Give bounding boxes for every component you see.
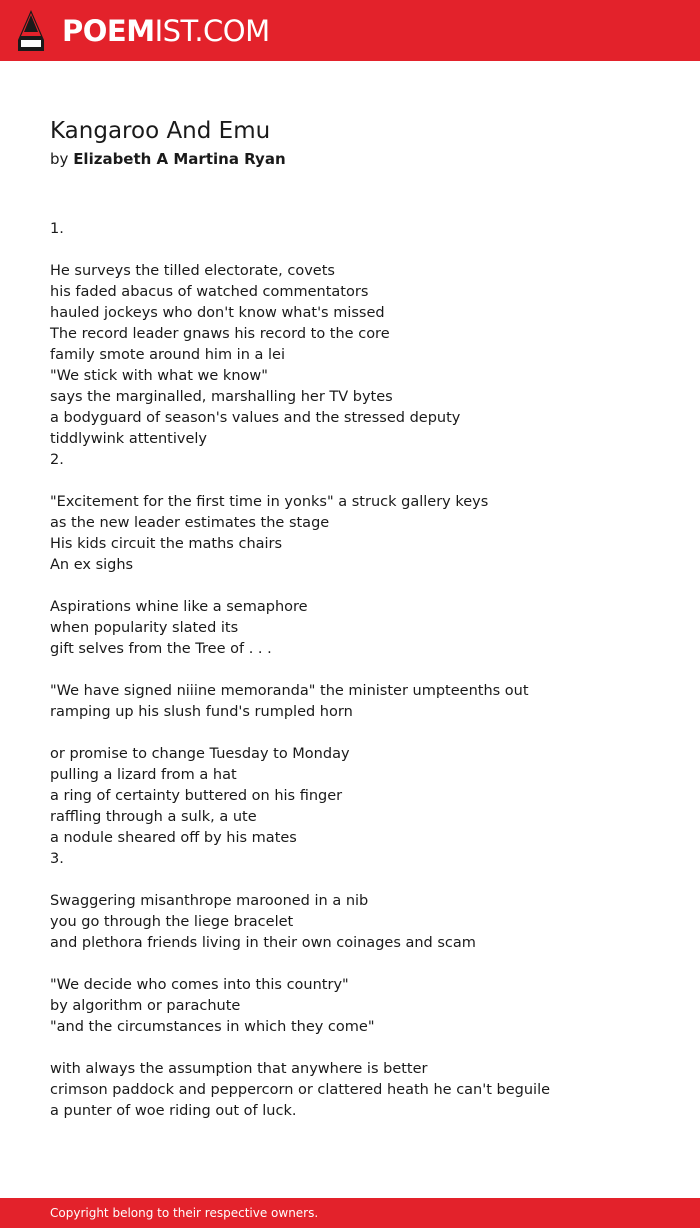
poem-line: "We stick with what we know" bbox=[50, 368, 268, 384]
poem-line bbox=[50, 240, 670, 261]
poem-line: with always the assumption that anywhere is better bbox=[50, 1061, 428, 1077]
logo-light-text: IST.COM bbox=[154, 14, 270, 48]
poem-line bbox=[50, 870, 670, 891]
poem-line: An ex sighs bbox=[50, 557, 134, 573]
poem-body bbox=[50, 219, 670, 1122]
poem-line: tiddlywink attentively bbox=[50, 431, 208, 447]
poem-line: "We decide who comes into this country" bbox=[50, 977, 349, 993]
poem-line bbox=[50, 1038, 670, 1059]
poem-line: you go through the liege bracelet bbox=[50, 914, 294, 930]
poem-title: Kangaroo And Emu bbox=[50, 118, 271, 144]
site-logo[interactable] bbox=[62, 11, 270, 51]
poem-line: "and the circumstances in which they come" bbox=[50, 1019, 375, 1035]
poem-line: "We have signed niiine memoranda" the minister umpteenths out bbox=[50, 683, 529, 699]
byline bbox=[50, 148, 286, 170]
poem-line: 3. bbox=[50, 851, 64, 867]
pencil-tip-icon[interactable] bbox=[18, 10, 44, 51]
poem-line: says the marginalled, marshalling her TV bytes bbox=[50, 389, 393, 405]
poem-line: pulling a lizard from a hat bbox=[50, 767, 237, 783]
poem-line: Aspirations whine like a semaphore bbox=[50, 599, 308, 615]
poem-line: The record leader gnaws his record to the core bbox=[50, 326, 390, 342]
logo-bold-text: POEM bbox=[62, 14, 155, 48]
poem-line: 1. bbox=[50, 221, 64, 237]
poem-line: He surveys the tilled electorate, covets bbox=[50, 263, 335, 279]
poem-line bbox=[50, 954, 670, 975]
poem-line: as the new leader estimates the stage bbox=[50, 515, 330, 531]
site-header bbox=[0, 0, 700, 61]
poem-line: crimson paddock and peppercorn or clattered heath he can't beguile bbox=[50, 1082, 551, 1098]
poem-line: a nodule sheared off by his mates bbox=[50, 830, 297, 846]
poem-line: 2. bbox=[50, 452, 64, 468]
poem-line: raffling through a sulk, a ute bbox=[50, 809, 257, 825]
poem-line: a bodyguard of season's values and the stressed deputy bbox=[50, 410, 461, 426]
poem-line: gift selves from the Tree of . . . bbox=[50, 641, 272, 657]
poem-line: a punter of woe riding out of luck. bbox=[50, 1103, 297, 1119]
poem-line: a ring of certainty buttered on his finger bbox=[50, 788, 343, 804]
poem-line: hauled jockeys who don't know what's missed bbox=[50, 305, 385, 321]
poem-line bbox=[50, 576, 670, 597]
poem-line bbox=[50, 723, 670, 744]
poem-line: by algorithm or parachute bbox=[50, 998, 241, 1014]
site-footer bbox=[0, 1198, 700, 1228]
poem-line: or promise to change Tuesday to Monday bbox=[50, 746, 350, 762]
poem-line: family smote around him in a lei bbox=[50, 347, 285, 363]
author-name[interactable]: Elizabeth A Martina Ryan bbox=[73, 150, 286, 168]
by-label: by bbox=[50, 150, 69, 168]
poem-line: His kids circuit the maths chairs bbox=[50, 536, 283, 552]
poem-line: "Excitement for the first time in yonks" a struck gallery keys bbox=[50, 494, 489, 510]
poem-line: his faded abacus of watched commentators bbox=[50, 284, 369, 300]
poem-line: Swaggering misanthrope marooned in a nib bbox=[50, 893, 369, 909]
poem-line: and plethora friends living in their own coinages and scam bbox=[50, 935, 476, 951]
poem-line: ramping up his slush fund's rumpled horn bbox=[50, 704, 353, 720]
poem-line bbox=[50, 471, 670, 492]
poem-line bbox=[50, 660, 670, 681]
poem-line: when popularity slated its bbox=[50, 620, 239, 636]
copyright-text: Copyright belong to their respective owners. bbox=[50, 1206, 319, 1220]
